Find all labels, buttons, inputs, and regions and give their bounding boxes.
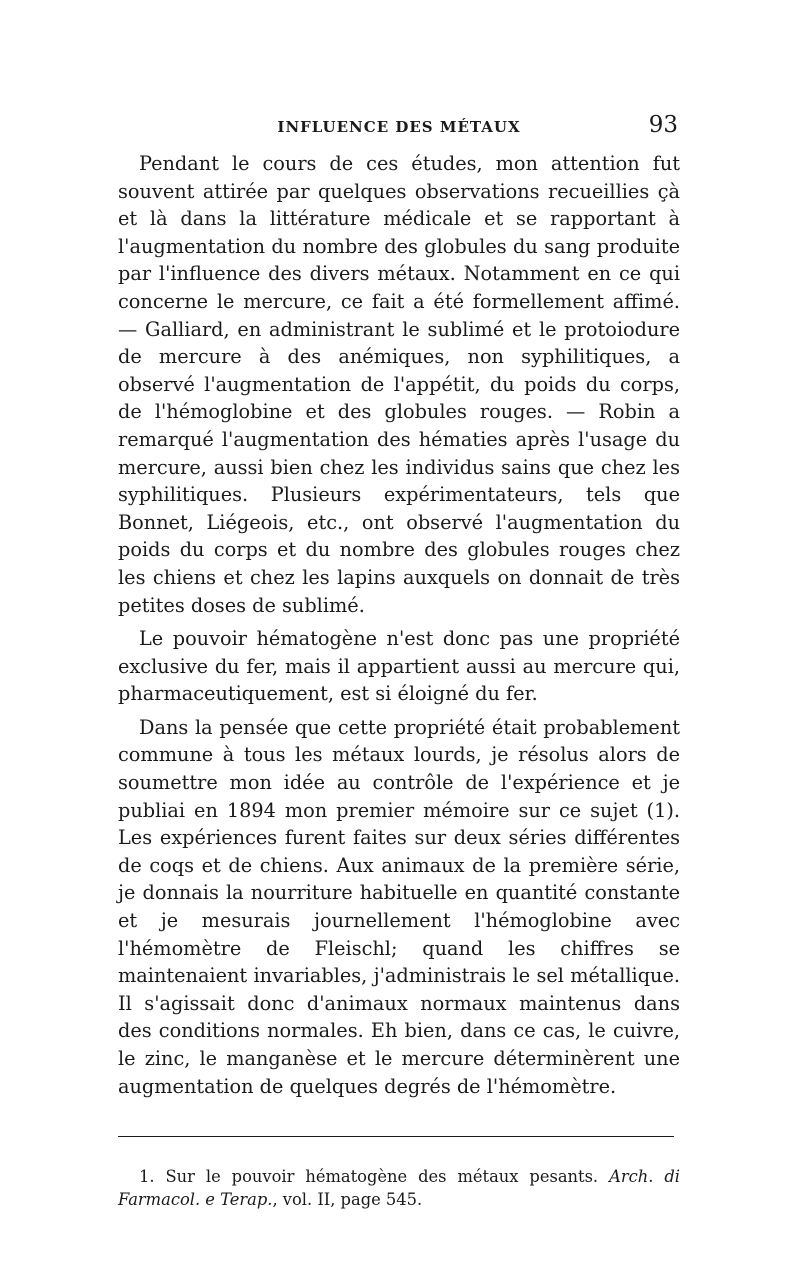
footnote [118,1165,680,1211]
footnote-ref: , vol. II, page 545. [272,1190,423,1210]
book-page [118,110,680,1211]
page-header [118,110,680,150]
footnote-journal: Arch. di Farmacol. e Terap. [118,1167,680,1210]
paragraph: Dans la pensée que cette propriété était probablement commune à tous les métaux lourds, je résolus alors de soumettre mon idée au contrôle de l'expérience et je publiai en 1894 mon premier mémoire sur ce sujet (1). Les expériences furent faites sur deux séries différentes de coqs et de chiens. Aux animaux de la première série, je donnais la nourriture habituelle en quantité constante et je mesurais journellement l'hémoglobine avec l'hémomètre de Fleischl; quand les chiffres se maintenaient invariables, j'administrais le sel métallique. Il s'agissait donc d'animaux normaux maintenus dans des conditions normales. Eh bien, dans ce cas, le cuivre, le zinc, le manganèse et le mercure déterminèrent une augmentation de quelques degrés de l'hémomètre. [118,715,680,1098]
running-title: INFLUENCE DES MÉTAUX [277,118,521,136]
body-text [118,150,680,1100]
paragraph: Le pouvoir hématogène n'est donc pas une propriété exclusive du fer, mais il appartient aussi au mercure qui, pharmaceutiquement, est si éloigné du fer. [118,627,680,706]
footnote-divider [118,1136,674,1137]
paragraph: Pendant le cours de ces études, mon attention fut souvent attirée par quelques observations recueillies çà et là dans la littérature médicale et se rapportant à l'augmentation du nombre des globules du sang produite par l'influence des divers métaux. Notamment en ce qui concerne le mercure, ce fait a été formellement affimé. — Galliard, en administrant le sublimé et le protoiodure de mercure à des anémiques, non syphilitiques, a observé l'augmentation de l'appétit, du poids du corps, de l'hémoglobine et des globules rouges. — Robin a remarqué l'augmentation des hématies après l'usage du mercure, aussi bien chez les individus sains que chez les syphilitiques. Plusieurs expérimentateurs, tels que Bonnet, Liégeois, etc., ont observé l'augmentation du poids du corps et du nombre des globules rouges chez les chiens et chez les lapins auxquels on donnait de très petites doses de sublimé. [118,152,680,617]
footnote-text: 1. Sur le pouvoir hématogène des métaux pesants. [139,1167,599,1187]
page-number: 93 [648,112,678,138]
